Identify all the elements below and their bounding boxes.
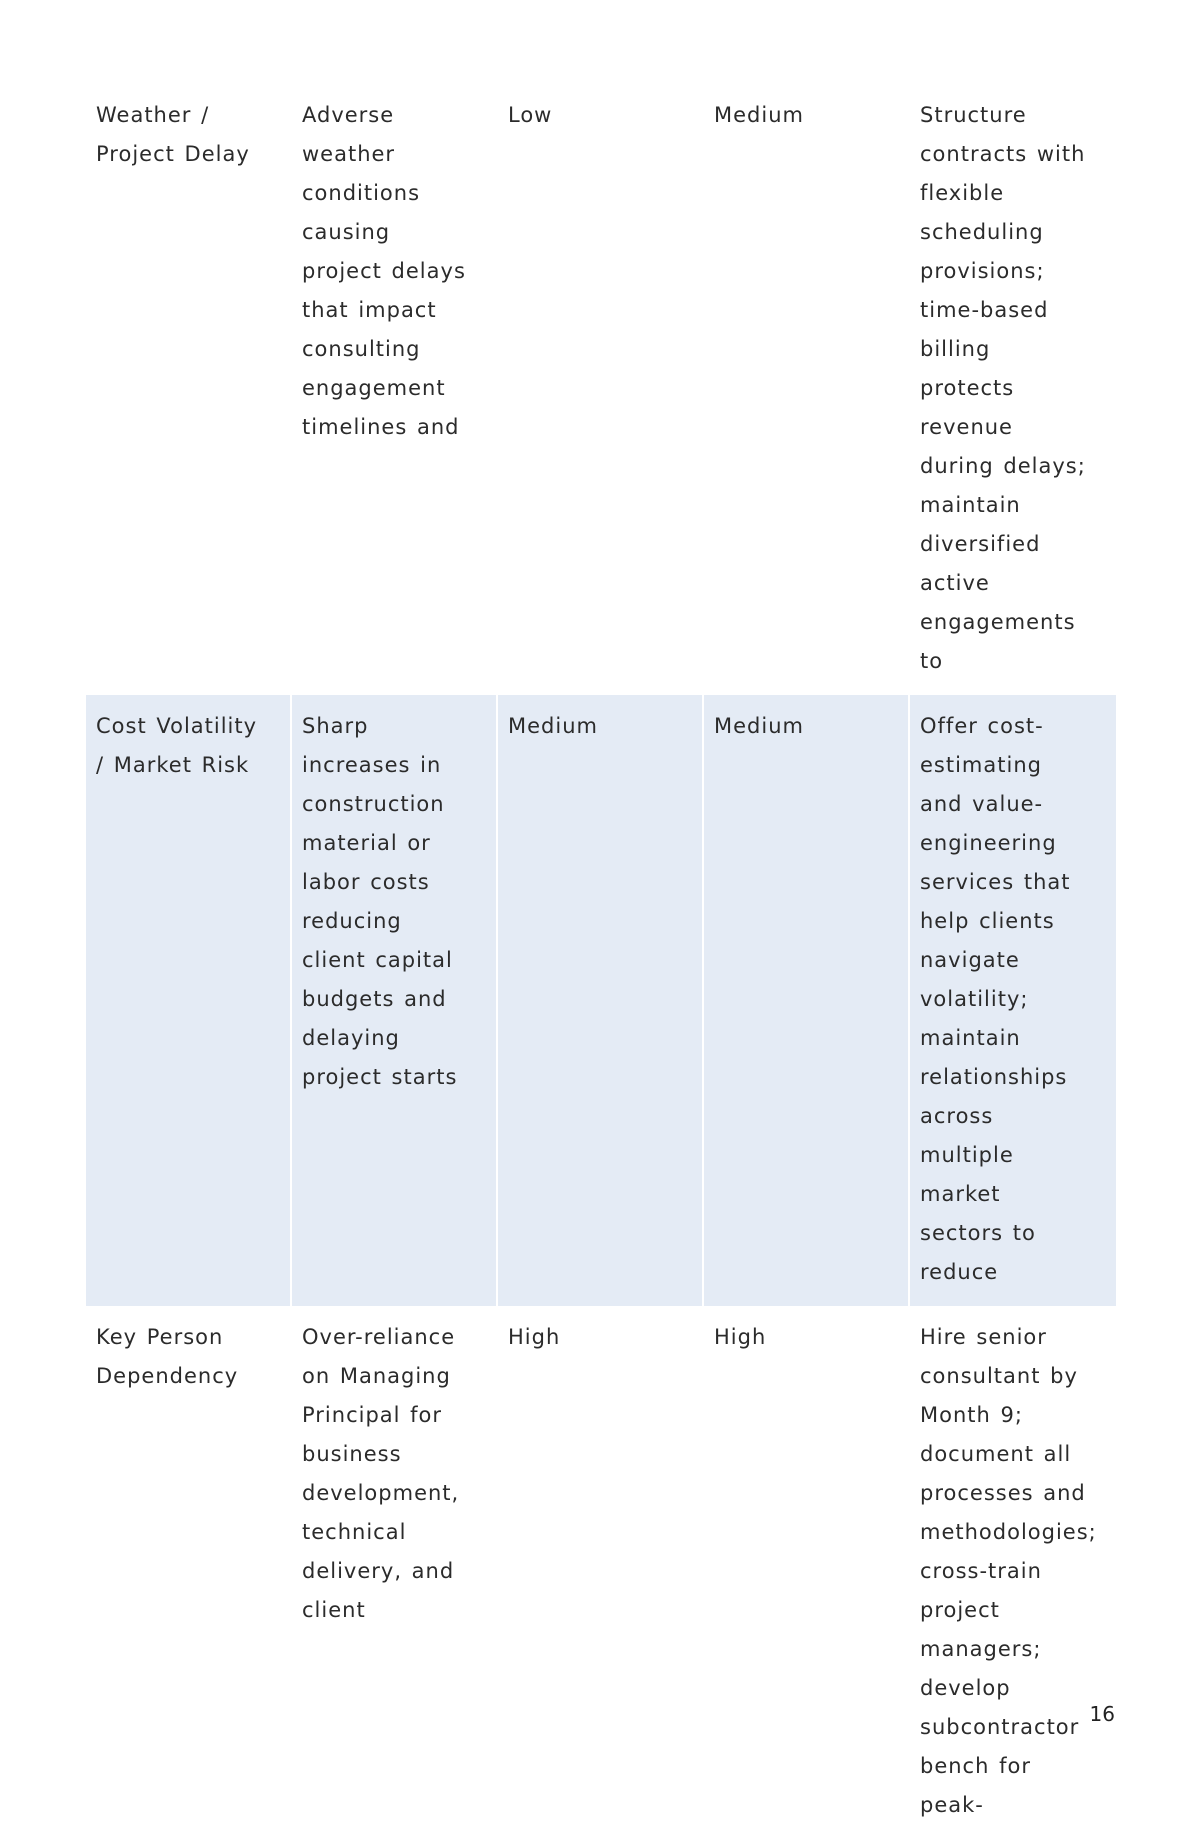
table-row <box>86 84 1116 695</box>
likelihood-cell: High <box>508 1325 561 1349</box>
impact-cell: Medium <box>704 695 908 1306</box>
page-number: 16 <box>1089 1702 1115 1726</box>
likelihood-cell: Medium <box>498 695 702 1306</box>
impact-cell: Medium <box>714 103 804 127</box>
description-cell: Sharp increases in construction material or labor costs reducing client capital budgets and delaying project starts <box>292 695 496 1306</box>
impact-cell: High <box>714 1325 767 1349</box>
mitigation-cell: Structure contracts with flexible scheduling provisions; time-based billing protects revenue during delays; maintain diversified active engagements to <box>920 103 1086 673</box>
likelihood-cell: Low <box>508 103 553 127</box>
description-cell: Adverse weather conditions causing project delays that impact consulting engagement timelines and <box>302 103 466 439</box>
table-row <box>86 695 1116 1306</box>
mitigation-cell: Hire senior consultant by Month 9; document all processes and methodologies; cross-train project managers; develop subcontractor bench for peak- <box>920 1325 1097 1817</box>
description-cell: Over-reliance on Managing Principal for business development, technical delivery, and client <box>302 1325 460 1622</box>
mitigation-cell: Offer cost-estimating and value-engineering services that help clients navigate volatility; maintain relationships across multiple market sectors to reduce <box>910 695 1116 1306</box>
table-row <box>86 1306 1116 1839</box>
risk-cell: Key Person Dependency <box>96 1325 239 1388</box>
risk-table <box>84 84 1118 1839</box>
risk-cell: Cost Volatility / Market Risk <box>86 695 290 1306</box>
risk-cell: Weather / Project Delay <box>96 103 250 166</box>
document-page <box>84 84 1116 1839</box>
